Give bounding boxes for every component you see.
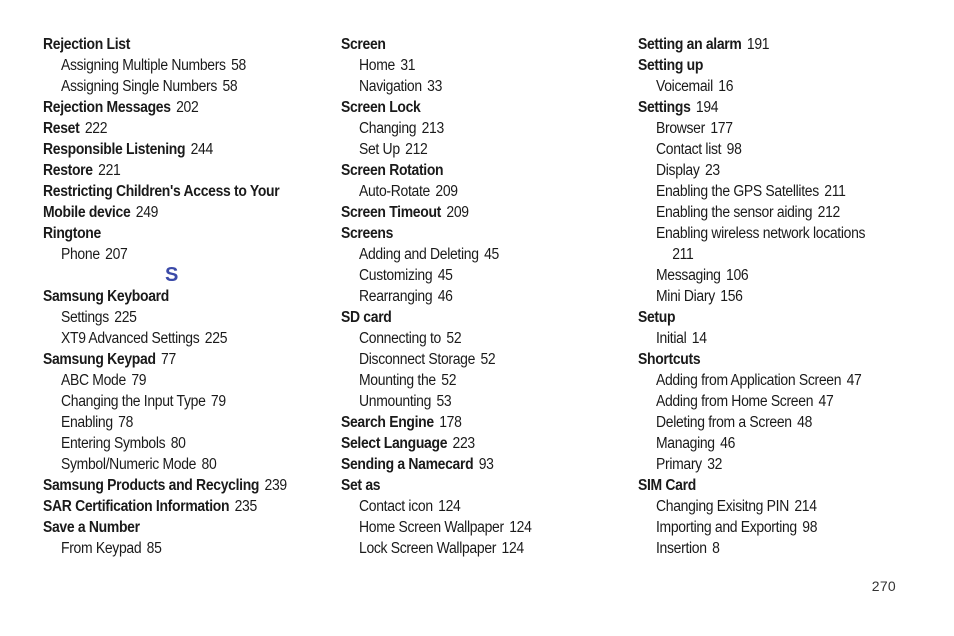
- index-subentry: [43, 412, 286, 433]
- index-subentry: [638, 160, 881, 181]
- entry-term: Reset: [43, 120, 80, 137]
- page-ref: 47: [818, 393, 834, 410]
- entry-term: Display: [656, 162, 700, 179]
- index-entry: [43, 97, 286, 118]
- index-entry: [638, 55, 881, 76]
- index-subentry: [43, 55, 286, 76]
- page-ref: 225: [204, 330, 228, 347]
- entry-term: Settings: [638, 99, 691, 116]
- page-ref: 45: [484, 246, 499, 263]
- page-ref: 58: [231, 57, 247, 74]
- index-subentry: [43, 433, 286, 454]
- page-ref: 32: [707, 456, 723, 473]
- page-ref: 45: [437, 267, 453, 284]
- entry-term: Changing: [359, 120, 417, 137]
- page-ref: 124: [501, 540, 524, 557]
- entry-term: Settings: [61, 309, 109, 326]
- page-ref: 93: [478, 456, 494, 473]
- entry-term: Lock Screen Wallpaper: [359, 540, 497, 557]
- index-entry: [43, 34, 286, 55]
- index-subentry: [341, 517, 584, 538]
- entry-term: Disconnect Storage: [359, 351, 476, 368]
- page-ref: 225: [114, 309, 137, 326]
- index-entry: [341, 160, 584, 181]
- index-entry: [43, 139, 286, 160]
- index-entry: [341, 34, 584, 55]
- index-subentry: [638, 538, 881, 559]
- entry-term: Setting an alarm: [638, 36, 742, 53]
- entry-term: Contact list: [656, 141, 722, 158]
- page-ref: 98: [802, 519, 818, 536]
- index-entry: [43, 181, 286, 202]
- index-subentry: [638, 433, 881, 454]
- entry-term: Browser: [656, 120, 705, 137]
- index-entry: [341, 223, 584, 244]
- index-subentry: [341, 55, 584, 76]
- entry-term: Screens: [341, 225, 394, 242]
- page-ref: 52: [446, 330, 462, 347]
- entry-term: Screen Lock: [341, 99, 421, 116]
- entry-term: Mounting the: [359, 372, 436, 389]
- entry-term: Responsible Listening: [43, 141, 186, 158]
- entry-term: Entering Symbols: [61, 435, 166, 452]
- index-subentry: [43, 391, 286, 412]
- page-ref: 235: [234, 498, 257, 515]
- page-ref: 194: [695, 99, 719, 116]
- entry-term: Save a Number: [43, 519, 140, 536]
- entry-term: Importing and Exporting: [656, 519, 797, 536]
- page-ref: 223: [452, 435, 475, 452]
- page-ref: 52: [480, 351, 496, 368]
- entry-term: Managing: [656, 435, 715, 452]
- page-ref: 124: [509, 519, 532, 536]
- section-letter: S: [165, 264, 179, 286]
- page-ref: 202: [176, 99, 199, 116]
- page-ref: 78: [118, 414, 134, 431]
- entry-term: Mobile device: [43, 204, 131, 221]
- page-ref: 14: [691, 330, 707, 347]
- index-subentry: [638, 496, 881, 517]
- entry-term: SD card: [341, 309, 392, 326]
- page-ref: 124: [438, 498, 461, 515]
- index-subentry: [341, 265, 584, 286]
- page-ref: 207: [105, 246, 128, 263]
- entry-term: Initial: [656, 330, 687, 347]
- entry-term: Adding from Application Screen: [656, 372, 842, 389]
- entry-term: ABC Mode: [61, 372, 126, 389]
- entry-term: Home: [359, 57, 395, 74]
- index-subentry: [341, 349, 584, 370]
- entry-term: Messaging: [656, 267, 721, 284]
- entry-term: Insertion: [656, 540, 707, 557]
- index-subentry: [638, 139, 881, 160]
- index-entry: [638, 349, 881, 370]
- page-ref: 8: [712, 540, 720, 557]
- entry-term: Assigning Multiple Numbers: [61, 57, 226, 74]
- index-subentry: [638, 265, 881, 286]
- index-entry: [341, 475, 584, 496]
- index-entry: [43, 517, 286, 538]
- index-column-1: [43, 34, 313, 559]
- page-ref: 221: [98, 162, 121, 179]
- index-entry: [638, 475, 881, 496]
- page-ref: 212: [405, 141, 428, 158]
- entry-term: Setting up: [638, 57, 704, 74]
- page-ref: 79: [131, 372, 147, 389]
- entry-term: Samsung Keyboard: [43, 288, 169, 305]
- index-subentry: [638, 181, 881, 202]
- index-subentry: [638, 370, 881, 391]
- page-ref: 98: [726, 141, 742, 158]
- entry-term: Rejection List: [43, 36, 131, 53]
- index-subentry: [638, 454, 881, 475]
- entry-term: Search Engine: [341, 414, 434, 431]
- index-subentry: [638, 517, 881, 538]
- index-subentry: [341, 286, 584, 307]
- index-entry: [43, 118, 286, 139]
- page-ref: 80: [170, 435, 186, 452]
- entry-term: Mini Diary: [656, 288, 715, 305]
- index-subentry: [638, 118, 881, 139]
- page-ref: 156: [720, 288, 743, 305]
- entry-term: Rejection Messages: [43, 99, 171, 116]
- entry-term: Adding from Home Screen: [656, 393, 814, 410]
- index-subentry: [341, 139, 584, 160]
- index-entry: [43, 475, 286, 496]
- entry-term: Changing Exisitng PIN: [656, 498, 789, 515]
- index-subentry: [638, 223, 881, 244]
- page-ref: 239: [264, 477, 287, 494]
- page-ref: 58: [222, 78, 238, 95]
- page-ref: 46: [720, 435, 736, 452]
- index-subentry: [341, 244, 584, 265]
- index-entry: [43, 202, 286, 223]
- index-column-3: [638, 34, 908, 559]
- page-ref: 52: [441, 372, 457, 389]
- page-ref: 178: [439, 414, 462, 431]
- page-ref: 77: [161, 351, 176, 368]
- index-subentry: [638, 76, 881, 97]
- index-subentry: [341, 370, 584, 391]
- entry-term: XT9 Advanced Settings: [61, 330, 200, 347]
- index-entry: [43, 349, 286, 370]
- index-subentry: [638, 286, 881, 307]
- page-ref: 211: [824, 183, 846, 200]
- page-ref: 177: [710, 120, 733, 137]
- index-subentry: [43, 244, 286, 265]
- page-ref: 46: [437, 288, 453, 305]
- page-ref: 33: [427, 78, 443, 95]
- index-entry: [341, 433, 584, 454]
- index-subentry: [341, 76, 584, 97]
- index-subentry: [638, 328, 881, 349]
- entry-term: Rearranging: [359, 288, 433, 305]
- page-ref: 214: [794, 498, 817, 515]
- index-subentry: [341, 496, 584, 517]
- index-entry: [341, 97, 584, 118]
- entry-term: Shortcuts: [638, 351, 701, 368]
- page-ref: 85: [146, 540, 162, 557]
- page-ref: 47: [846, 372, 862, 389]
- index-subentry: [43, 538, 286, 559]
- index-subentry: [638, 244, 881, 265]
- page-ref: 213: [421, 120, 444, 137]
- index-subentry: [43, 328, 286, 349]
- entry-term: Enabling wireless network locations: [656, 225, 866, 242]
- page-ref: 209: [446, 204, 469, 221]
- page-ref: 244: [190, 141, 213, 158]
- entry-term: Changing the Input Type: [61, 393, 206, 410]
- entry-term: 211: [672, 246, 694, 263]
- entry-term: Screen Timeout: [341, 204, 441, 221]
- index-subentry: [638, 391, 881, 412]
- page-ref: 212: [817, 204, 840, 221]
- entry-term: Set as: [341, 477, 381, 494]
- entry-term: Restricting Children's Access to Your: [43, 183, 280, 200]
- index-subentry: [43, 370, 286, 391]
- index-subentry: [341, 118, 584, 139]
- entry-term: Navigation: [359, 78, 422, 95]
- index-subentry: [341, 328, 584, 349]
- index-subentry: [43, 76, 286, 97]
- index-entry: [43, 496, 286, 517]
- index-entry: [43, 160, 286, 181]
- index-subentry: [43, 454, 286, 475]
- page-ref: 16: [718, 78, 734, 95]
- entry-term: Select Language: [341, 435, 448, 452]
- entry-term: Enabling the sensor aiding: [656, 204, 813, 221]
- page-ref: 209: [435, 183, 458, 200]
- entry-term: Deleting from a Screen: [656, 414, 792, 431]
- entry-term: Home Screen Wallpaper: [359, 519, 504, 536]
- entry-term: Customizing: [359, 267, 433, 284]
- index-subentry: [341, 181, 584, 202]
- entry-term: Voicemail: [656, 78, 713, 95]
- index-entry: [341, 202, 584, 223]
- entry-term: Symbol/Numeric Mode: [61, 456, 197, 473]
- entry-term: Restore: [43, 162, 93, 179]
- index-entry: [43, 286, 286, 307]
- entry-term: Samsung Keypad: [43, 351, 156, 368]
- page-number: 270: [871, 578, 896, 594]
- index-subentry: [341, 538, 584, 559]
- page-ref: 53: [436, 393, 452, 410]
- index-entry: [638, 307, 881, 328]
- index-entry: [638, 97, 881, 118]
- entry-term: Samsung Products and Recycling: [43, 477, 260, 494]
- index-entry: [341, 307, 584, 328]
- page-ref: 222: [84, 120, 108, 137]
- entry-term: Ringtone: [43, 225, 101, 242]
- index-subentry: [638, 412, 881, 433]
- page-ref: 191: [746, 36, 770, 53]
- entry-term: Enabling: [61, 414, 113, 431]
- entry-term: Enabling the GPS Satellites: [656, 183, 819, 200]
- page-ref: 249: [135, 204, 159, 221]
- index-column-2: [341, 34, 611, 559]
- index-subentry: [638, 202, 881, 223]
- index-entry: [341, 454, 584, 475]
- entry-term: Primary: [656, 456, 702, 473]
- entry-term: Screen Rotation: [341, 162, 444, 179]
- page-ref: 79: [210, 393, 226, 410]
- entry-term: Screen: [341, 36, 386, 53]
- entry-term: SAR Certification Information: [43, 498, 230, 515]
- page-ref: 31: [400, 57, 416, 74]
- page-ref: 48: [797, 414, 813, 431]
- index-subentry: [43, 307, 286, 328]
- entry-term: Unmounting: [359, 393, 432, 410]
- entry-term: Auto-Rotate: [359, 183, 430, 200]
- page-ref: 23: [704, 162, 720, 179]
- page-ref: 106: [726, 267, 749, 284]
- index-subentry: [341, 391, 584, 412]
- entry-term: Set Up: [359, 141, 400, 158]
- entry-term: Phone: [61, 246, 100, 263]
- entry-term: Adding and Deleting: [359, 246, 479, 263]
- entry-term: Sending a Namecard: [341, 456, 474, 473]
- entry-term: Connecting to: [359, 330, 441, 347]
- index-entry: [638, 34, 881, 55]
- entry-term: From Keypad: [61, 540, 142, 557]
- page-ref: 80: [201, 456, 217, 473]
- entry-term: Assigning Single Numbers: [61, 78, 218, 95]
- entry-term: Setup: [638, 309, 676, 326]
- index-entry: [43, 223, 286, 244]
- index-entry: [341, 412, 584, 433]
- entry-term: SIM Card: [638, 477, 696, 494]
- entry-term: Contact icon: [359, 498, 433, 515]
